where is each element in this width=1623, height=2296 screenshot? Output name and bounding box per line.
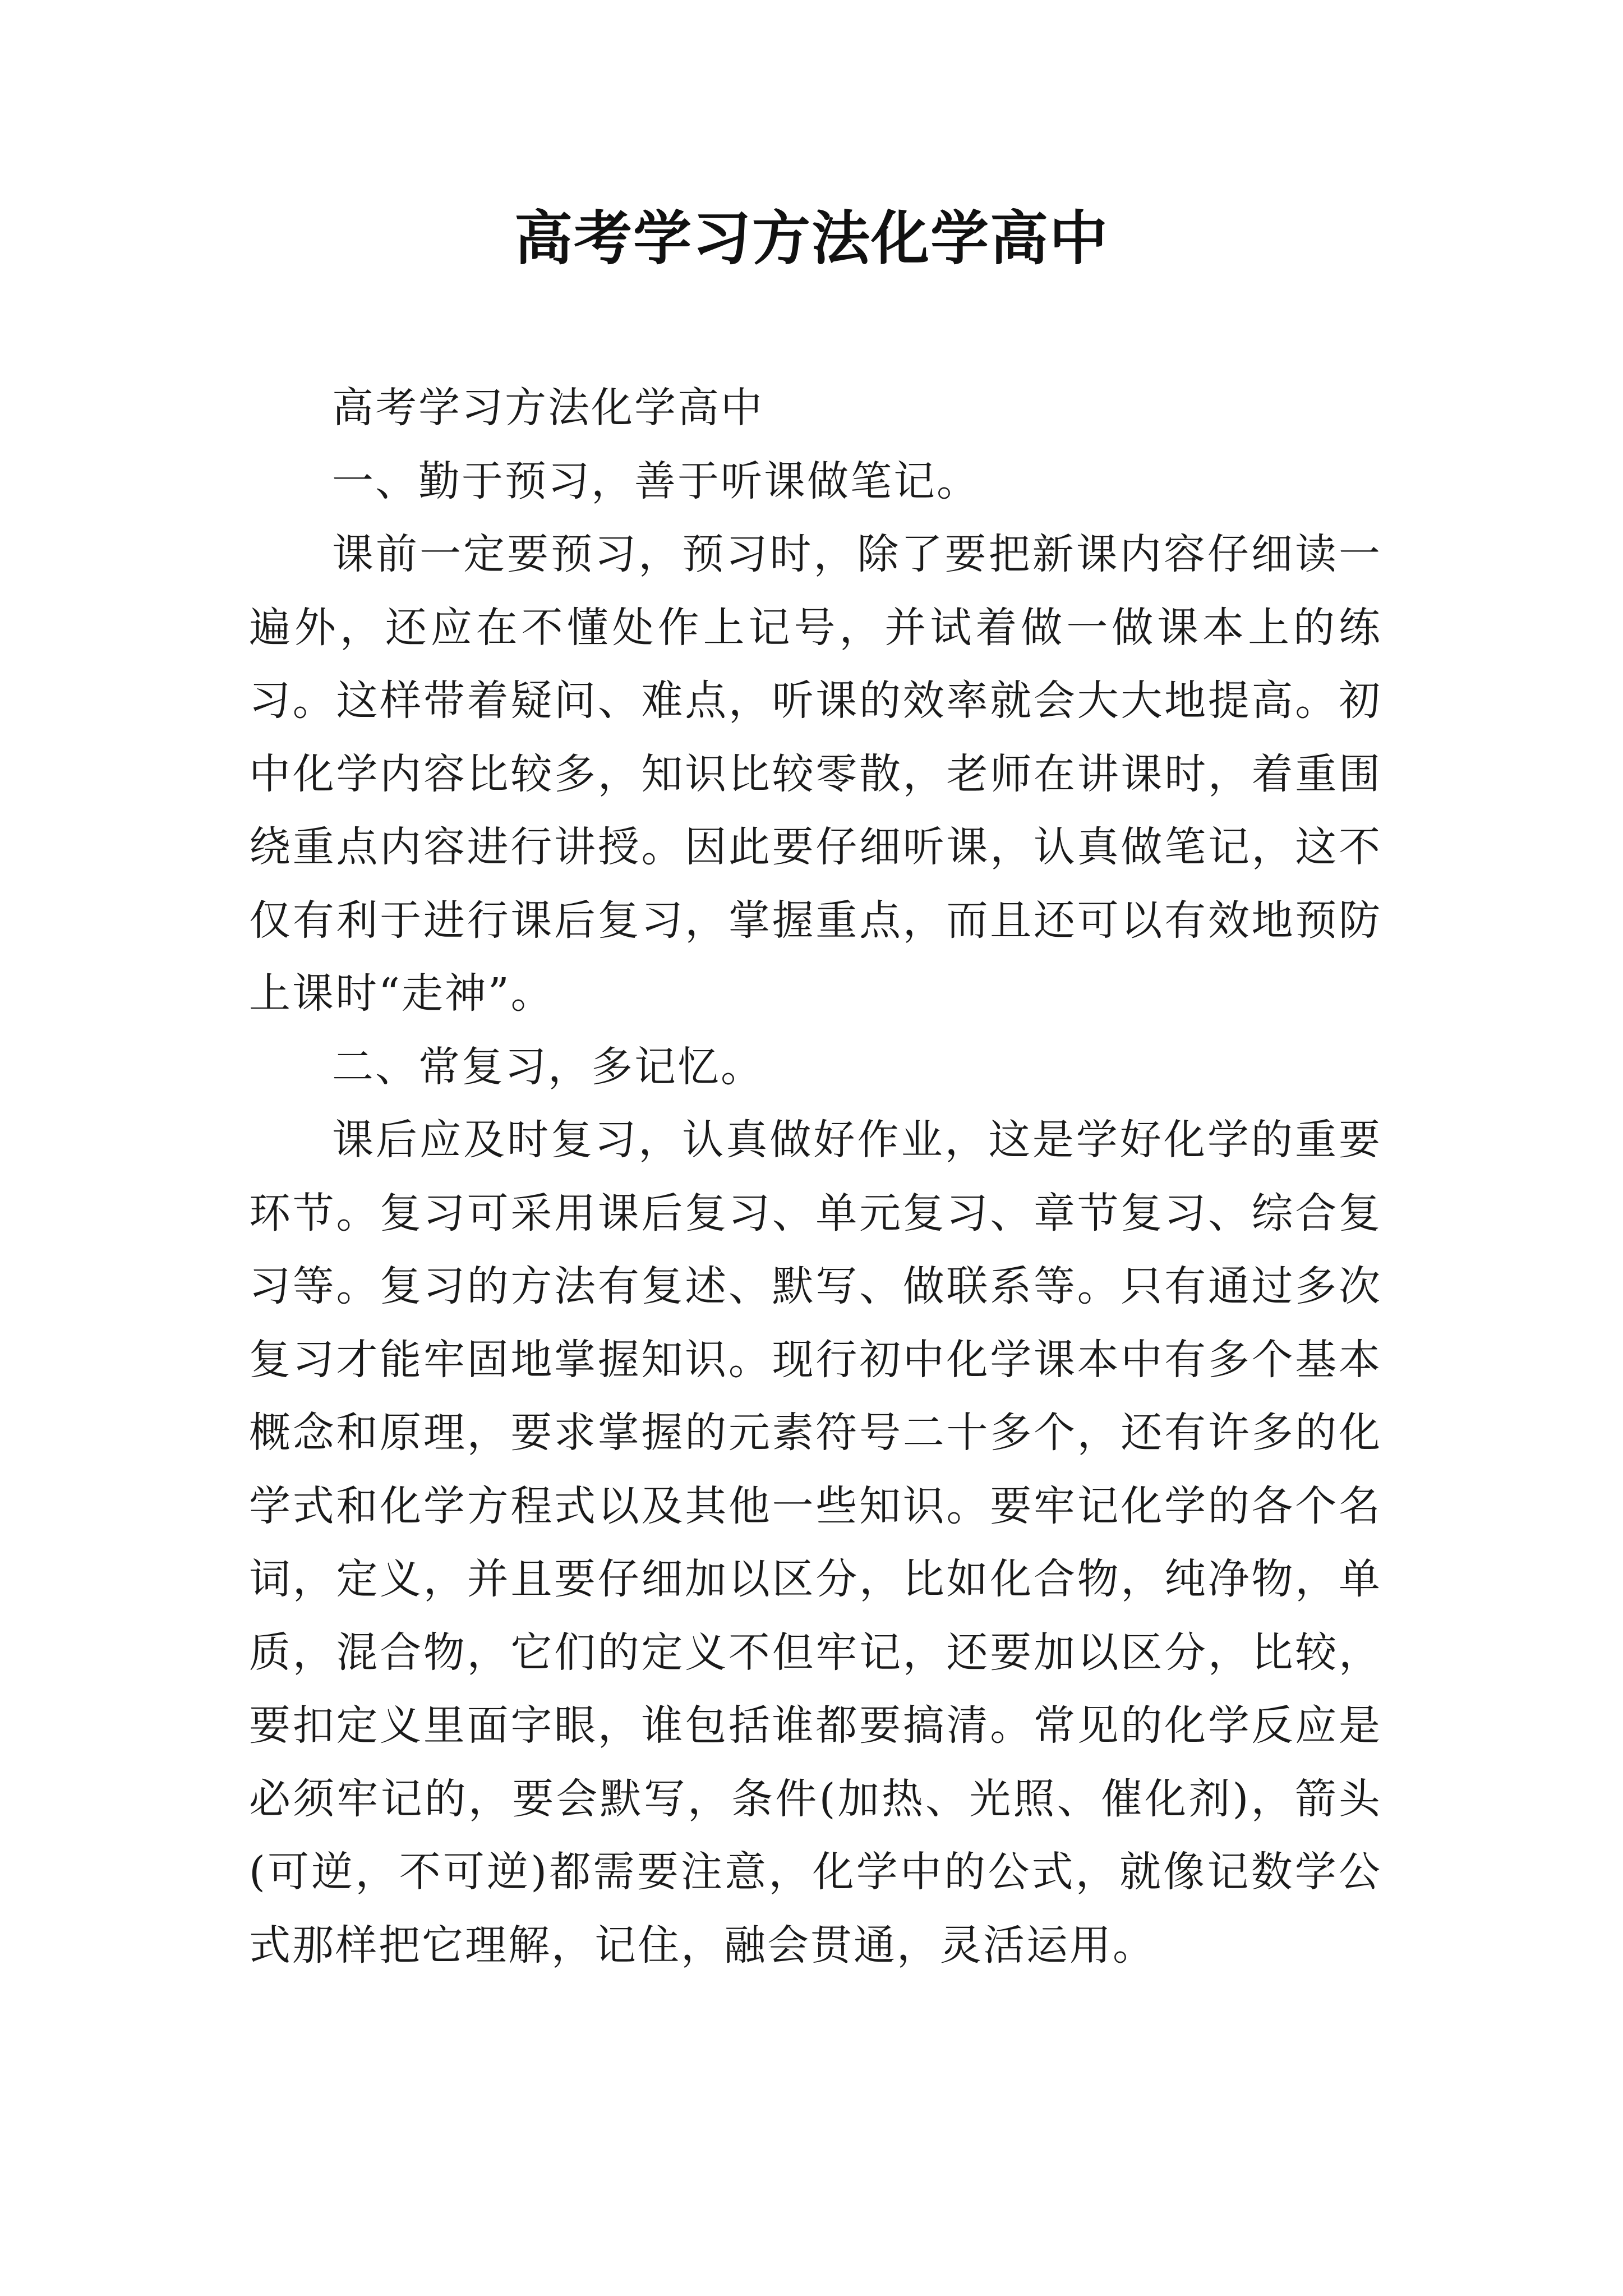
paragraph: 课后应及时复习，认真做好作业，这是学好化学的重要环节。复习可采用课后复习、单元复习、章节复习、综合复习等。复习的方法有复述、默写、做联系等。只有通过多次复习才能牢固地掌握知识。现行初中化学课本中有多个基本概念和原理，要求掌握的元素符号二十多个，还有许多的化学式和化学方程式以及其他一些知识。要牢记化学的各个名词，定义，并且要仔细加以区分，比如化合物，纯净物，单质，混合物，它们的定义不但牢记，还要加以区分，比较，要扣定义里面字眼，谁包括谁都要搞清。常见的化学反应是必须牢记的，要会默写，条件(加热、光照、催化剂)，箭头(可逆，不可逆)都需要注意，化学中的公式，就像记数学公式那样把它理解，记住，融会贯通，灵活运用。 <box>249 1116 1382 1970</box>
document-title: 高考学习方法化学高中 <box>514 204 1109 273</box>
document-body <box>249 371 1382 1982</box>
section-heading-1: 一、勤于预习，善于听课做笔记。 <box>332 457 980 505</box>
paragraph: 课前一定要预习，预习时，除了要把新课内容仔细读一遍外，还应在不懂处作上记号，并试着做一做课本上的练习。这样带着疑问、难点，听课的效率就会大大地提高。初中化学内容比较多，知识比较零散，老师在讲课时，着重围绕重点内容进行讲授。因此要仔细听课，认真做笔记，这不仅有利于进行课后复习，掌握重点，而且还可以有效地预防上课时“走神”。 <box>249 530 1382 1018</box>
section-heading-2: 二、常复习，多记忆。 <box>332 1042 764 1091</box>
paragraph-subtitle: 高考学习方法化学高中 <box>332 384 764 432</box>
